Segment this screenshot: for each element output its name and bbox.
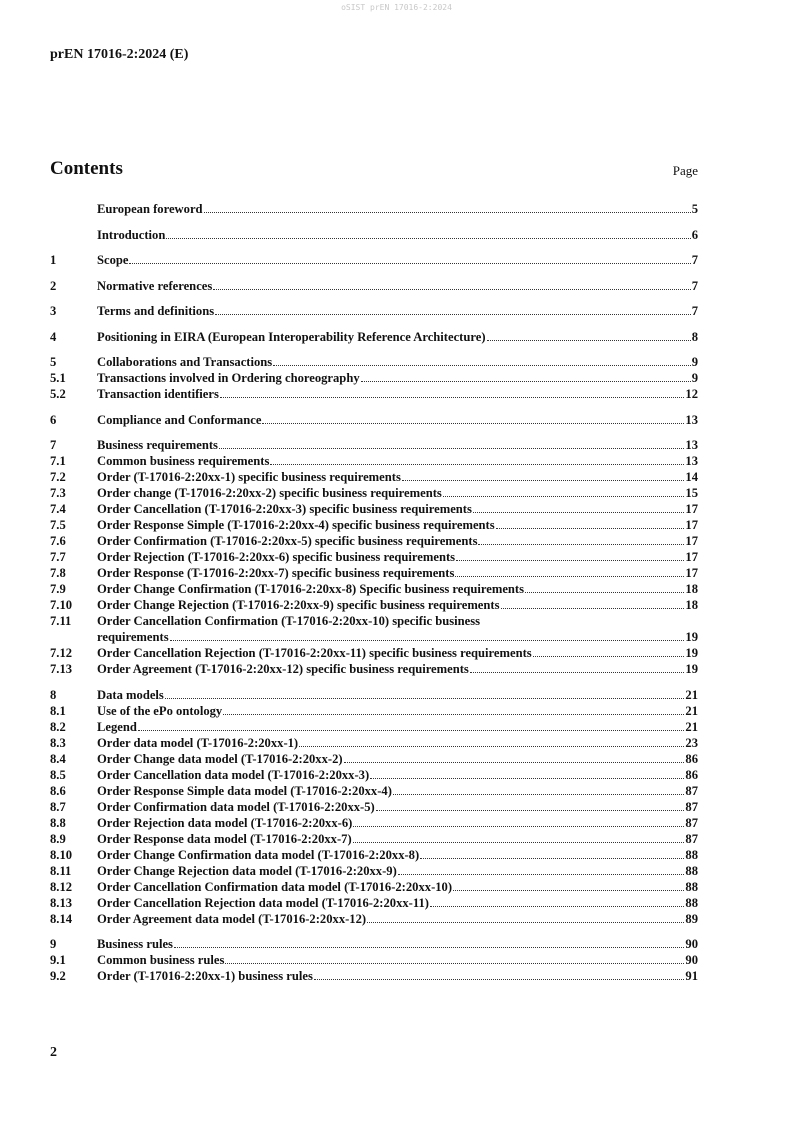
toc-entry-title: Legend	[97, 719, 137, 734]
toc-entry[interactable]	[50, 252, 698, 268]
toc-entry-title: Order Agreement data model (T-17016-2:20xx-12)	[97, 911, 367, 926]
toc-entry-title: Business rules	[97, 937, 173, 951]
toc-entry[interactable]	[50, 968, 698, 984]
toc-entry-page: 15	[685, 486, 698, 500]
toc-entry-number: 7.13	[50, 662, 73, 676]
toc-entry-number: 8.9	[50, 831, 66, 846]
dot-leader	[496, 528, 685, 529]
toc-group	[50, 354, 698, 402]
toc-entry[interactable]	[50, 303, 698, 319]
toc-entry-page: 23	[685, 735, 698, 750]
toc-entry-page: 19	[685, 646, 698, 660]
toc-entry-title: Terms and definitions	[97, 304, 215, 318]
dot-leader	[430, 906, 684, 907]
toc-entry-page: 87	[685, 783, 698, 798]
toc-entry-title: Order Agreement (T-17016-2:20xx-12) specific business requirements	[97, 662, 469, 676]
toc-entry-page: 19	[685, 662, 698, 676]
toc-entry-title: Order Cancellation Rejection (T-17016-2:20xx-11) specific business requirements	[97, 646, 532, 660]
toc-group	[50, 687, 698, 927]
toc-entry-number: 8.6	[50, 783, 66, 798]
toc-entry[interactable]	[50, 485, 698, 501]
toc-entry[interactable]	[50, 703, 698, 719]
toc-entry-title: Transactions involved in Ordering choreography	[97, 371, 360, 385]
toc-entry-page: 9	[691, 371, 698, 385]
toc-entry[interactable]	[50, 767, 698, 783]
toc-entry[interactable]	[50, 386, 698, 402]
dot-leader	[443, 496, 685, 497]
toc-entry[interactable]	[50, 952, 698, 968]
toc-entry-page: 87	[685, 799, 698, 814]
toc-entry-page: 21	[685, 719, 698, 734]
toc-entry-number: 7.3	[50, 486, 66, 500]
dot-leader	[353, 842, 685, 843]
toc-entry-number: 8.7	[50, 799, 66, 814]
toc-entry-page: 88	[685, 847, 698, 862]
toc-entry-title: Order Response Simple data model (T-17016-2:20xx-4)	[97, 783, 392, 798]
dot-leader	[420, 858, 684, 859]
dot-leader	[174, 947, 684, 948]
toc-entry[interactable]	[50, 751, 698, 767]
toc-entry-page: 17	[685, 518, 698, 532]
dot-leader	[370, 778, 684, 779]
dot-leader	[533, 656, 685, 657]
toc-entry-title: Order Change Rejection (T-17016-2:20xx-9) specific business requirements	[97, 598, 500, 612]
toc-entry-page: 91	[685, 969, 698, 983]
page-column-label: Page	[672, 163, 698, 178]
toc-entry-number: 8.5	[50, 767, 66, 782]
toc-entry[interactable]	[50, 831, 698, 847]
toc-entry-number: 8.12	[50, 879, 73, 894]
toc-entry[interactable]	[50, 799, 698, 815]
toc-entry[interactable]	[50, 469, 698, 485]
toc-entry-number: 7.1	[50, 454, 66, 468]
toc-entry-page: 17	[685, 566, 698, 580]
toc-entry-page: 9	[691, 355, 698, 369]
toc-entry[interactable]	[50, 354, 698, 370]
toc-entry-title: Order Change Confirmation (T-17016-2:20xx-8) Specific business requirements	[97, 582, 525, 596]
dot-leader	[478, 544, 684, 545]
toc-entry-title: Data models	[97, 687, 164, 702]
toc-entry-number: 5.2	[50, 387, 66, 401]
toc-group	[50, 227, 698, 243]
toc-entry-number: 3	[50, 304, 57, 318]
toc-entry[interactable]	[50, 412, 698, 428]
toc-entry-page: 87	[685, 815, 698, 830]
toc-entry-page: 7	[691, 253, 698, 267]
toc-entry-number: 8.4	[50, 751, 66, 766]
toc-entry-number: 8.11	[50, 863, 72, 878]
toc-entry[interactable]	[50, 687, 698, 703]
toc-entry-title: Order Response Simple (T-17016-2:20xx-4) specific business requirements	[97, 518, 495, 532]
toc-entry-number: 5.1	[50, 371, 66, 385]
toc-entry-page: 7	[691, 304, 698, 318]
toc-entry-page: 18	[685, 582, 698, 596]
toc-entry-title: Order Change Rejection data model (T-17016-2:20xx-9)	[97, 863, 397, 878]
toc-entry-number: 7.4	[50, 502, 66, 516]
toc-entry-title: Order Rejection data model (T-17016-2:20xx-6)	[97, 815, 353, 830]
page-number: 2	[50, 1045, 57, 1060]
toc-entry-number: 7.10	[50, 598, 73, 612]
toc-entry-number: 7.12	[50, 646, 73, 660]
toc-entry[interactable]	[50, 847, 698, 863]
toc-entry[interactable]	[50, 437, 698, 453]
toc-entry[interactable]	[50, 565, 698, 581]
toc-entry-page: 12	[685, 387, 698, 401]
toc-entry[interactable]	[50, 549, 698, 565]
toc-entry-page: 5	[691, 202, 698, 216]
toc-entry-number: 1	[50, 253, 57, 267]
toc-entry-number: 7.11	[50, 614, 72, 628]
toc-entry-title: Scope	[97, 253, 129, 267]
toc-entry-page: 90	[685, 953, 698, 967]
toc-entry-continuation[interactable]	[50, 629, 698, 645]
toc-entry[interactable]	[50, 201, 698, 217]
toc-entry-title: Order Cancellation Confirmation data model (T-17016-2:20xx-10)	[97, 879, 453, 894]
toc-entry-title: Order Confirmation data model (T-17016-2:20xx-5)	[97, 799, 375, 814]
toc-entry-title: Order Response (T-17016-2:20xx-7) specific business requirements	[97, 566, 455, 580]
document-header: prEN 17016-2:2024 (E)	[50, 47, 189, 62]
dot-leader	[361, 381, 691, 382]
toc-entry-title: Order Rejection (T-17016-2:20xx-6) specific business requirements	[97, 550, 456, 564]
toc-entry-number: 5	[50, 355, 57, 369]
toc-entry-title: Order Cancellation Confirmation (T-17016-2:20xx-10) specific business	[97, 614, 481, 628]
toc-entry-title: Order Cancellation (T-17016-2:20xx-3) specific business requirements	[97, 502, 472, 516]
toc-entry-page: 13	[685, 412, 698, 427]
toc-entry[interactable]	[50, 719, 698, 735]
toc-entry-number: 7.9	[50, 582, 66, 596]
dot-leader	[487, 340, 691, 341]
dot-leader	[455, 576, 684, 577]
toc-entry[interactable]	[50, 863, 698, 879]
toc-group	[50, 303, 698, 319]
toc-entry-title: Use of the ePo ontology	[97, 703, 223, 718]
toc-entry-number: 7	[50, 438, 57, 452]
dot-leader	[393, 794, 685, 795]
toc-entry-page: 6	[691, 227, 698, 242]
toc-entry-page: 17	[685, 534, 698, 548]
toc-group	[50, 437, 698, 677]
toc-entry-page: 14	[685, 470, 698, 484]
dot-leader	[314, 979, 685, 980]
toc-entry[interactable]	[50, 278, 698, 294]
toc-entry-page: 90	[685, 937, 698, 951]
toc-group	[50, 252, 698, 268]
toc-entry[interactable]	[50, 879, 698, 895]
toc-entry-title: Order (T-17016-2:20xx-1) business rules	[97, 969, 313, 983]
toc-entry-number: 8	[50, 687, 57, 702]
toc-entry[interactable]	[50, 661, 698, 677]
dot-leader	[456, 560, 684, 561]
table-of-contents	[50, 201, 698, 994]
dot-leader	[204, 212, 691, 213]
dot-leader	[223, 714, 684, 715]
toc-entry-title: Positioning in EIRA (European Interoperability Reference Architecture)	[97, 329, 486, 344]
toc-entry-title: Order Change Confirmation data model (T-17016-2:20xx-8)	[97, 847, 420, 862]
toc-group	[50, 412, 698, 428]
dot-leader	[170, 640, 685, 641]
toc-entry-page: 7	[691, 278, 698, 293]
toc-entry-number: 8.13	[50, 895, 73, 910]
toc-entry[interactable]	[50, 815, 698, 831]
toc-entry-number: 2	[50, 278, 57, 293]
toc-entry-page: 13	[685, 454, 698, 468]
toc-entry-page: 87	[685, 831, 698, 846]
toc-entry-page: 18	[685, 598, 698, 612]
toc-entry-number: 7.2	[50, 470, 66, 484]
dot-leader	[138, 730, 685, 731]
toc-entry-number: 4	[50, 329, 57, 344]
toc-entry[interactable]	[50, 227, 698, 243]
toc-entry-title: Common business rules	[97, 953, 225, 967]
toc-entry[interactable]	[50, 370, 698, 386]
toc-entry-number: 9.1	[50, 953, 66, 967]
toc-entry-title: Order Change data model (T-17016-2:20xx-2)	[97, 751, 343, 766]
toc-entry[interactable]	[50, 645, 698, 661]
toc-entry-page: 86	[685, 751, 698, 766]
toc-entry-title: Order Confirmation (T-17016-2:20xx-5) specific business requirements	[97, 534, 478, 548]
dot-leader	[225, 963, 684, 964]
toc-entry-title: Order change (T-17016-2:20xx-2) specific business requirements	[97, 486, 442, 500]
toc-entry-page: 21	[685, 703, 698, 718]
toc-entry-number: 7.6	[50, 534, 66, 548]
toc-entry[interactable]	[50, 597, 698, 613]
dot-leader	[367, 922, 684, 923]
dot-leader	[299, 746, 684, 747]
toc-entry-number: 7.5	[50, 518, 66, 532]
toc-group	[50, 936, 698, 984]
toc-entry-number: 8.3	[50, 735, 66, 750]
dot-leader	[215, 314, 691, 315]
toc-entry[interactable]	[50, 581, 698, 597]
toc-entry-title: Order Response data model (T-17016-2:20xx-7)	[97, 831, 352, 846]
dot-leader	[166, 238, 690, 239]
toc-entry-title: Order Cancellation data model (T-17016-2:20xx-3)	[97, 767, 370, 782]
toc-entry-number: 8.8	[50, 815, 66, 830]
toc-entry[interactable]	[50, 911, 698, 927]
toc-entry-number: 9.2	[50, 969, 66, 983]
toc-entry[interactable]	[50, 453, 698, 469]
toc-entry-number: 7.8	[50, 566, 66, 580]
toc-entry-number: 6	[50, 412, 57, 427]
dot-leader	[501, 608, 685, 609]
toc-entry-page: 88	[685, 879, 698, 894]
page-title: Contents	[50, 158, 123, 179]
toc-entry-page: 8	[691, 329, 698, 344]
dot-leader	[353, 826, 684, 827]
toc-entry-title: European foreword	[97, 202, 203, 216]
toc-entry-page: 86	[685, 767, 698, 782]
toc-entry-page: 88	[685, 863, 698, 878]
toc-entry[interactable]	[50, 783, 698, 799]
watermark: oSIST prEN 17016-2:2024	[341, 3, 452, 12]
toc-entry-number: 7.7	[50, 550, 66, 564]
toc-entry-number: 8.1	[50, 703, 66, 718]
toc-entry-title-continued: requirements	[97, 630, 169, 644]
toc-group	[50, 201, 698, 217]
dot-leader	[344, 762, 685, 763]
toc-entry-page: 17	[685, 502, 698, 516]
toc-entry-title: Collaborations and Transactions	[97, 355, 273, 369]
toc-entry[interactable]	[50, 501, 698, 517]
toc-entry-page: 17	[685, 550, 698, 564]
toc-entry[interactable]	[50, 517, 698, 533]
toc-entry[interactable]	[50, 613, 698, 629]
toc-entry-page: 89	[685, 911, 698, 926]
toc-entry[interactable]	[50, 735, 698, 751]
dot-leader	[273, 365, 691, 366]
toc-entry-page: 13	[685, 438, 698, 452]
toc-entry-title: Business requirements	[97, 438, 218, 452]
dot-leader	[402, 480, 685, 481]
toc-entry-number: 9	[50, 937, 57, 951]
toc-entry-number: 8.10	[50, 847, 73, 862]
toc-entry-number: 8.2	[50, 719, 66, 734]
toc-entry-page: 88	[685, 895, 698, 910]
toc-group	[50, 329, 698, 345]
toc-entry[interactable]	[50, 329, 698, 345]
dot-leader	[453, 890, 684, 891]
toc-entry[interactable]	[50, 533, 698, 549]
toc-entry-title: Normative references	[97, 278, 213, 293]
toc-entry-number: 8.14	[50, 911, 73, 926]
toc-entry-title: Transaction identifiers	[97, 387, 219, 401]
toc-entry-page: 19	[685, 630, 698, 644]
dot-leader	[398, 874, 685, 875]
toc-entry-title: Introduction	[97, 227, 166, 242]
dot-leader	[525, 592, 684, 593]
dot-leader	[165, 698, 685, 699]
toc-group	[50, 278, 698, 294]
dot-leader	[270, 464, 684, 465]
toc-entry-title: Order data model (T-17016-2:20xx-1)	[97, 735, 299, 750]
toc-entry-title: Compliance and Conformance	[97, 412, 262, 427]
dot-leader	[129, 263, 690, 264]
dot-leader	[213, 289, 690, 290]
toc-entry-title: Common business requirements	[97, 454, 270, 468]
dot-leader	[220, 397, 685, 398]
dot-leader	[262, 423, 684, 424]
dot-leader	[470, 672, 685, 673]
toc-entry-title: Order Cancellation Rejection data model (T-17016-2:20xx-11)	[97, 895, 429, 910]
toc-entry[interactable]	[50, 895, 698, 911]
dot-leader	[376, 810, 685, 811]
dot-leader	[219, 448, 684, 449]
dot-leader	[473, 512, 685, 513]
toc-entry-title: Order (T-17016-2:20xx-1) specific business requirements	[97, 470, 401, 484]
toc-entry-page: 21	[685, 687, 698, 702]
toc-entry[interactable]	[50, 936, 698, 952]
